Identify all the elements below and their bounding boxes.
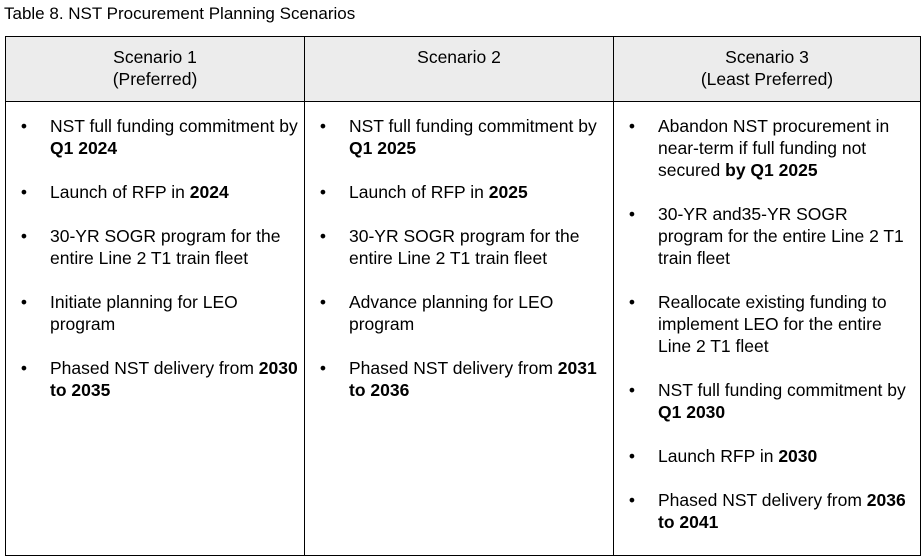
list-item [614, 291, 920, 357]
item-text: Reallocate existing funding to implement LEO for the entire Line 2 T1 fleet [658, 292, 887, 356]
list-item [614, 489, 920, 533]
bullet-icon: • [319, 116, 327, 136]
bullet-icon: • [319, 182, 327, 202]
table-caption: Table 8. NST Procurement Planning Scenarios [4, 4, 356, 23]
item-text: Phased NST delivery from [349, 358, 558, 378]
item-text: Phased NST delivery from [658, 490, 867, 510]
bold-text: 2024 [189, 182, 229, 202]
bullet-icon: • [20, 116, 28, 136]
bullet-icon: • [20, 358, 28, 378]
list-item [305, 291, 613, 335]
header-scenario-3 [614, 37, 921, 102]
bullet-icon: • [628, 446, 636, 466]
bold-text: Q1 2030 [658, 402, 726, 422]
bullet-list [614, 115, 920, 533]
list-item [6, 181, 304, 203]
bullet-list [305, 115, 613, 401]
header-title: Scenario 2 [417, 47, 501, 67]
item-text: NST full funding commitment by [658, 380, 906, 400]
item-text: 30-YR SOGR program for the entire Line 2 T1 train fleet [349, 226, 580, 268]
header-subtitle: (Preferred) [112, 69, 198, 89]
item-text: Advance planning for LEO program [349, 292, 554, 334]
list-item [614, 115, 920, 181]
header-scenario-1 [6, 37, 305, 102]
list-item [614, 445, 920, 467]
item-text: NST full funding commitment by [50, 116, 298, 136]
item-text: Launch RFP in [658, 446, 779, 466]
bold-text: Q1 2024 [50, 138, 118, 158]
item-text: NST full funding commitment by [349, 116, 597, 136]
bullet-icon: • [319, 358, 327, 378]
bold-text: Q1 2025 [349, 138, 417, 158]
bullet-icon: • [319, 226, 327, 246]
bold-text: 2025 [488, 182, 528, 202]
bold-text: 2030 [778, 446, 818, 466]
bullet-icon: • [319, 292, 327, 312]
bold-text: 2036 to 2041 [658, 490, 906, 532]
list-item [6, 225, 304, 269]
cell-scenario-3 [614, 102, 921, 556]
list-item [614, 203, 920, 269]
bullet-icon: • [628, 116, 636, 136]
table-body-row [6, 102, 921, 556]
item-text: 30-YR and35-YR SOGR program for the entire Line 2 T1 train fleet [658, 204, 904, 268]
scenarios-table [5, 36, 921, 556]
list-item [305, 225, 613, 269]
list-item [305, 115, 613, 159]
list-item [6, 357, 304, 401]
bold-text: 2031 to 2036 [349, 358, 597, 400]
bold-text: 2030 to 2035 [50, 358, 298, 400]
bullet-icon: • [20, 226, 28, 246]
item-text: Initiate planning for LEO program [50, 292, 238, 334]
bullet-icon: • [628, 204, 636, 224]
bullet-list [6, 115, 304, 401]
bold-text: by Q1 2025 [725, 160, 818, 180]
bullet-icon: • [628, 292, 636, 312]
header-title: Scenario 1 [113, 47, 197, 67]
item-text: Abandon NST procurement in near-term if full funding not secured [658, 116, 890, 180]
bullet-icon: • [628, 380, 636, 400]
list-item [614, 379, 920, 423]
item-text: Launch of RFP in [50, 182, 190, 202]
list-item [305, 357, 613, 401]
cell-scenario-2 [305, 102, 614, 556]
header-title: Scenario 3 [725, 47, 809, 67]
header-subtitle: (Least Preferred) [700, 69, 834, 89]
list-item [305, 181, 613, 203]
item-text: Launch of RFP in [349, 182, 489, 202]
item-text: 30-YR SOGR program for the entire Line 2 T1 train fleet [50, 226, 281, 268]
bullet-icon: • [628, 490, 636, 510]
list-item [6, 115, 304, 159]
table-header-row [6, 37, 921, 102]
bullet-icon: • [20, 182, 28, 202]
cell-scenario-1 [6, 102, 305, 556]
item-text: Phased NST delivery from [50, 358, 259, 378]
header-scenario-2 [305, 37, 614, 102]
bullet-icon: • [20, 292, 28, 312]
list-item [6, 291, 304, 335]
